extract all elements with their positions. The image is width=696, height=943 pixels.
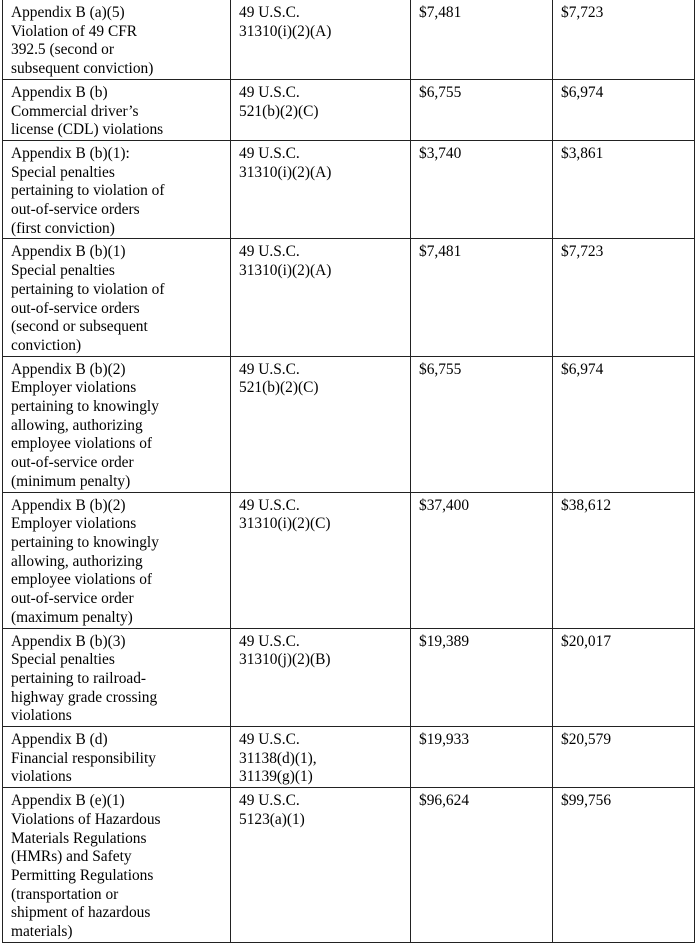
description-cell: Appendix B (e)(1) Violations of Hazardous Materials Regulations (HMRs) and Safety Permitting Regulations (transportation or shipment of hazardous materials)	[3, 788, 231, 943]
description-cell: Appendix B (b)(1) Special penalties pertaining to violation of out-of-service orders (second or subsequent conviction)	[3, 239, 231, 356]
description-cell: Appendix B (a)(5) Violation of 49 CFR 392.5 (second or subsequent conviction)	[3, 0, 231, 79]
prior-penalty-cell: $3,740	[411, 140, 553, 239]
prior-penalty-cell: $19,389	[411, 628, 553, 727]
statute-cell: 49 U.S.C. 521(b)(2)(C)	[231, 79, 411, 140]
statute-cell: 49 U.S.C. 521(b)(2)(C)	[231, 356, 411, 492]
prior-penalty-cell: $6,755	[411, 79, 553, 140]
adjusted-penalty-cell: $7,723	[553, 0, 695, 79]
table-row	[3, 492, 695, 628]
description-cell: Appendix B (b) Commercial driver’s license (CDL) violations	[3, 79, 231, 140]
table-row	[3, 628, 695, 727]
prior-penalty-cell: $6,755	[411, 356, 553, 492]
statute-cell: 49 U.S.C. 31310(i)(2)(A)	[231, 0, 411, 79]
table-row	[3, 79, 695, 140]
penalty-table	[2, 0, 695, 943]
description-cell: Appendix B (b)(1): Special penalties pertaining to violation of out-of-service orders (first conviction)	[3, 140, 231, 239]
table-row	[3, 140, 695, 239]
statute-cell: 49 U.S.C. 5123(a)(1)	[231, 788, 411, 943]
prior-penalty-cell: $19,933	[411, 727, 553, 788]
table-row	[3, 0, 695, 79]
prior-penalty-cell: $96,624	[411, 788, 553, 943]
description-cell: Appendix B (b)(2) Employer violations pertaining to knowingly allowing, authorizing employee violations of out-of-service order (minimum penalty)	[3, 356, 231, 492]
adjusted-penalty-cell: $6,974	[553, 356, 695, 492]
adjusted-penalty-cell: $6,974	[553, 79, 695, 140]
statute-cell: 49 U.S.C. 31310(i)(2)(A)	[231, 140, 411, 239]
adjusted-penalty-cell: $3,861	[553, 140, 695, 239]
table-row	[3, 788, 695, 943]
adjusted-penalty-cell: $7,723	[553, 239, 695, 356]
prior-penalty-cell: $7,481	[411, 0, 553, 79]
statute-cell: 49 U.S.C. 31310(i)(2)(C)	[231, 492, 411, 628]
adjusted-penalty-cell: $99,756	[553, 788, 695, 943]
description-cell: Appendix B (b)(2) Employer violations pertaining to knowingly allowing, authorizing employee violations of out-of-service order (maximum penalty)	[3, 492, 231, 628]
statute-cell: 49 U.S.C. 31310(j)(2)(B)	[231, 628, 411, 727]
table-row	[3, 727, 695, 788]
table-row	[3, 239, 695, 356]
statute-cell: 49 U.S.C. 31310(i)(2)(A)	[231, 239, 411, 356]
statute-cell: 49 U.S.C. 31138(d)(1), 31139(g)(1)	[231, 727, 411, 788]
prior-penalty-cell: $37,400	[411, 492, 553, 628]
description-cell: Appendix B (b)(3) Special penalties pertaining to railroad- highway grade crossing violations	[3, 628, 231, 727]
table-row	[3, 356, 695, 492]
description-cell: Appendix B (d) Financial responsibility violations	[3, 727, 231, 788]
adjusted-penalty-cell: $20,579	[553, 727, 695, 788]
prior-penalty-cell: $7,481	[411, 239, 553, 356]
adjusted-penalty-cell: $38,612	[553, 492, 695, 628]
adjusted-penalty-cell: $20,017	[553, 628, 695, 727]
